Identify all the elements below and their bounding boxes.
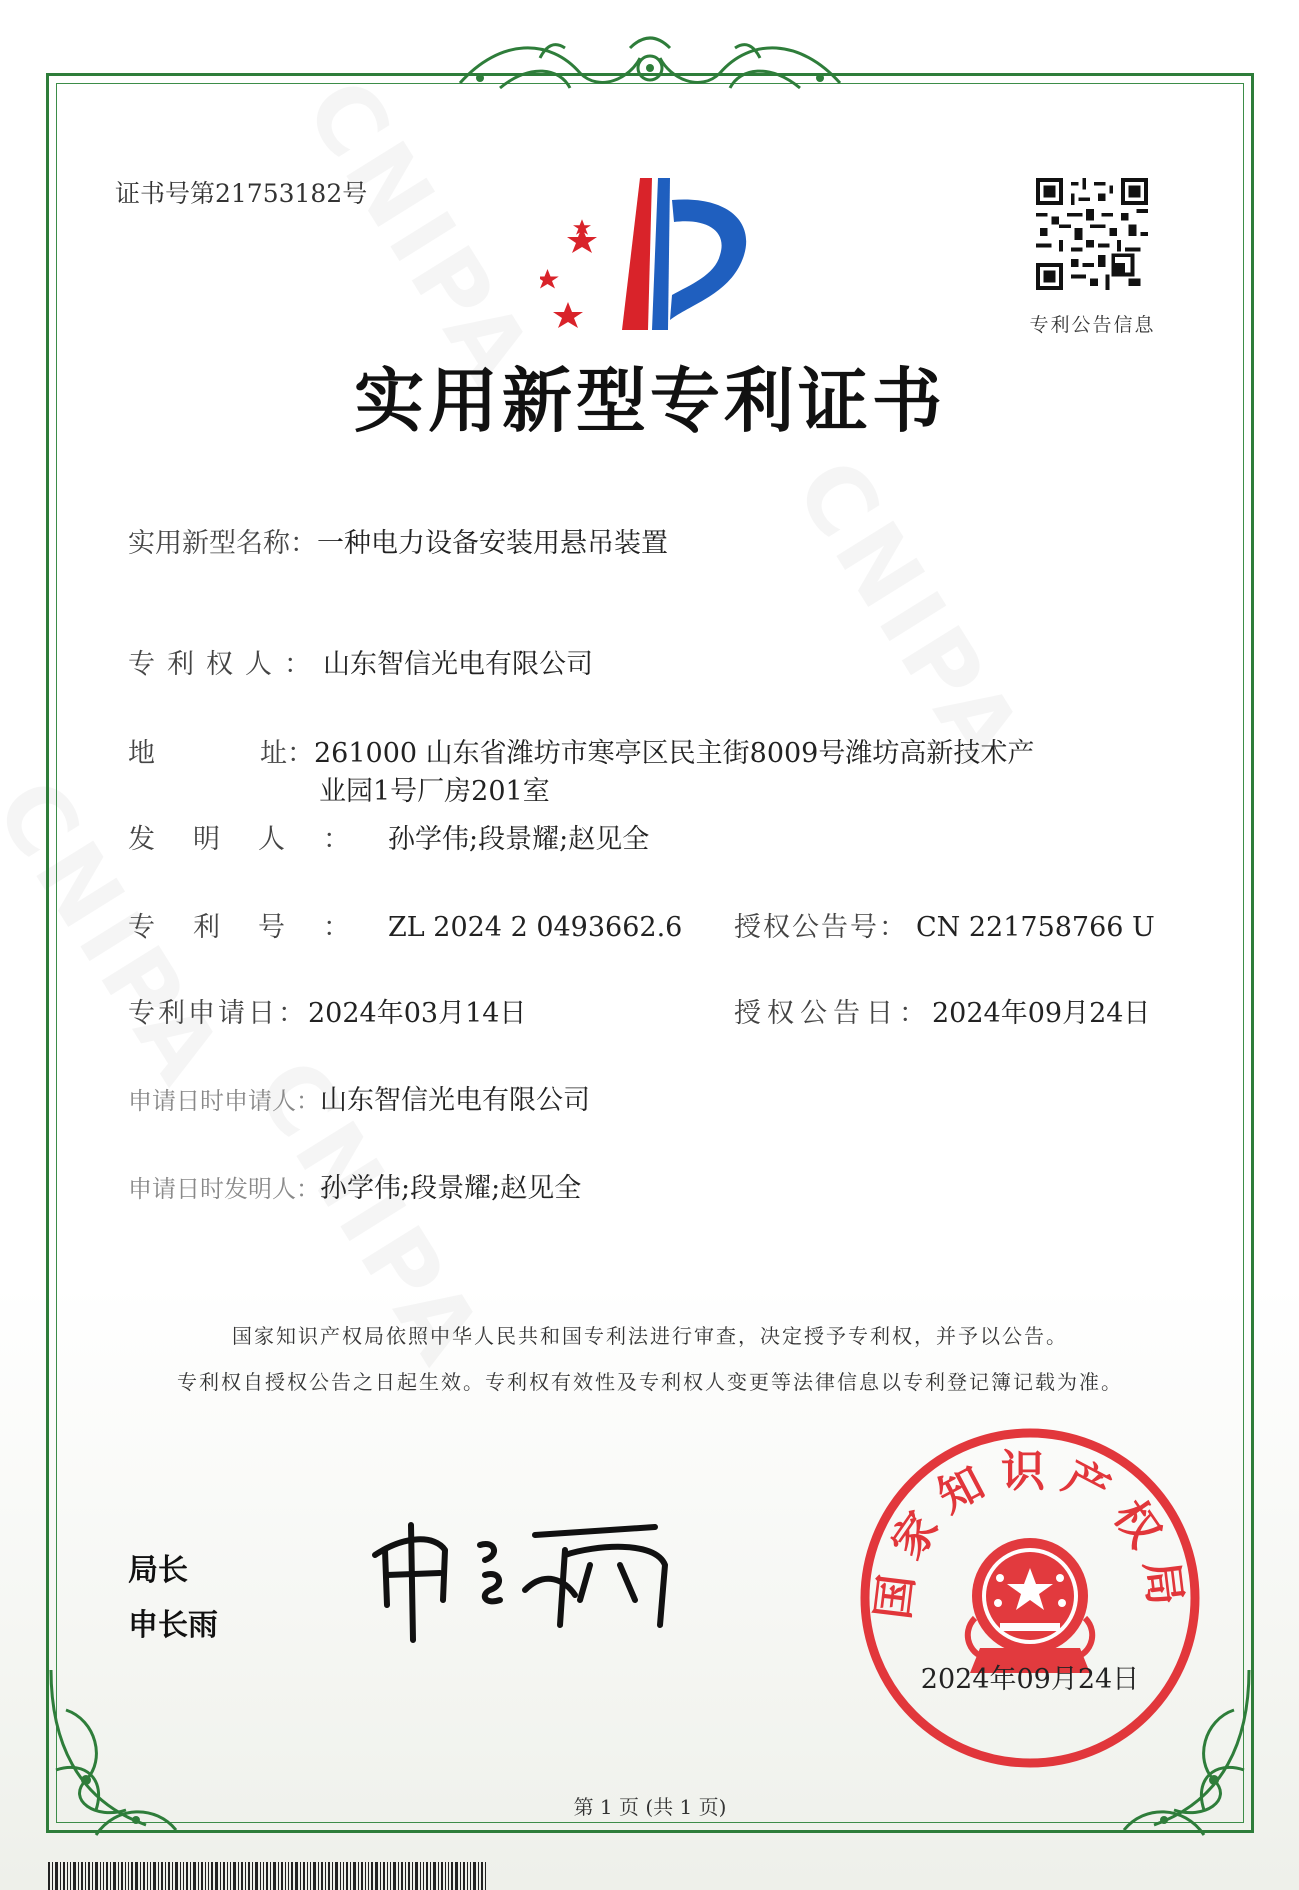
field-value: 一种电力设备安装用悬吊装置 bbox=[317, 528, 668, 559]
director-signature bbox=[365, 1505, 685, 1645]
field-label: 申请日时申请人： bbox=[128, 1087, 320, 1115]
notice-line: 国家知识产权局依照中华人民共和国专利法进行审查，决定授予专利权，并予以公告。 bbox=[232, 1324, 1068, 1348]
field-inventor-at-filing bbox=[128, 1166, 581, 1205]
certificate-number: 证书号第21753182号 bbox=[115, 179, 368, 208]
field-grant-publication-number bbox=[734, 905, 1155, 944]
field-label: 发明人： bbox=[128, 824, 388, 855]
qr-code-icon[interactable] bbox=[1036, 178, 1148, 290]
field-label: 专利号： bbox=[128, 912, 388, 943]
field-utility-model-name bbox=[128, 521, 668, 560]
seal-text: 国家知识产权局 bbox=[867, 1446, 1193, 1622]
top-ornament-icon bbox=[440, 28, 860, 108]
field-address bbox=[128, 731, 1034, 770]
certificate-title: 实用新型专利证书 bbox=[354, 360, 946, 442]
page-number: 第 1 页 (共 1 页) bbox=[573, 1795, 727, 1819]
notice-line: 专利权自授权公告之日起生效。专利权有效性及专利权人变更等法律信息以专利登记簿记载为准。 bbox=[177, 1370, 1123, 1394]
field-label: 申请日时发明人： bbox=[128, 1175, 320, 1203]
barcode-icon bbox=[48, 1862, 488, 1890]
field-patent-number bbox=[128, 905, 682, 944]
field-label: 址： bbox=[260, 738, 314, 769]
field-value: 2024年03月14日 bbox=[308, 998, 527, 1029]
field-value: 山东智信光电有限公司 bbox=[323, 649, 593, 680]
qr-caption: 专利公告信息 bbox=[1029, 314, 1156, 336]
seal-date: 2024年09月24日 bbox=[920, 1664, 1140, 1695]
field-label: 授权公告日： bbox=[734, 998, 932, 1029]
director-name: 申长雨 bbox=[128, 1608, 218, 1643]
field-value: 孙学伟;段景耀;赵见全 bbox=[388, 824, 650, 855]
field-value: 孙学伟;段景耀;赵见全 bbox=[320, 1173, 582, 1204]
field-label: 实用新型名称： bbox=[128, 528, 317, 559]
corner-ornament-icon bbox=[36, 1650, 236, 1850]
director-role: 局长 bbox=[128, 1553, 188, 1588]
cnipa-logo-icon bbox=[540, 170, 770, 340]
field-label: 授权公告号： bbox=[734, 912, 908, 943]
field-value: ZL 2024 2 0493662.6 bbox=[388, 912, 683, 943]
field-value: 山东智信光电有限公司 bbox=[320, 1085, 590, 1116]
field-value: 2024年09月24日 bbox=[932, 998, 1151, 1029]
field-address-line2: 业园1号厂房201室 bbox=[319, 776, 550, 807]
field-label: 地 bbox=[128, 738, 155, 769]
official-seal bbox=[850, 1418, 1210, 1778]
field-value: 261000 山东省潍坊市寒亭区民主街8009号潍坊高新技术产 bbox=[314, 738, 1035, 769]
field-patentee bbox=[128, 642, 593, 681]
field-grant-publication-date bbox=[734, 991, 1150, 1030]
field-filing-date bbox=[128, 991, 526, 1030]
field-label: 专利申请日： bbox=[128, 998, 308, 1029]
field-applicant-at-filing bbox=[128, 1078, 590, 1117]
field-label: 专利权人： bbox=[128, 649, 323, 680]
field-value: CN 221758766 U bbox=[916, 912, 1155, 943]
field-inventor bbox=[128, 817, 649, 856]
